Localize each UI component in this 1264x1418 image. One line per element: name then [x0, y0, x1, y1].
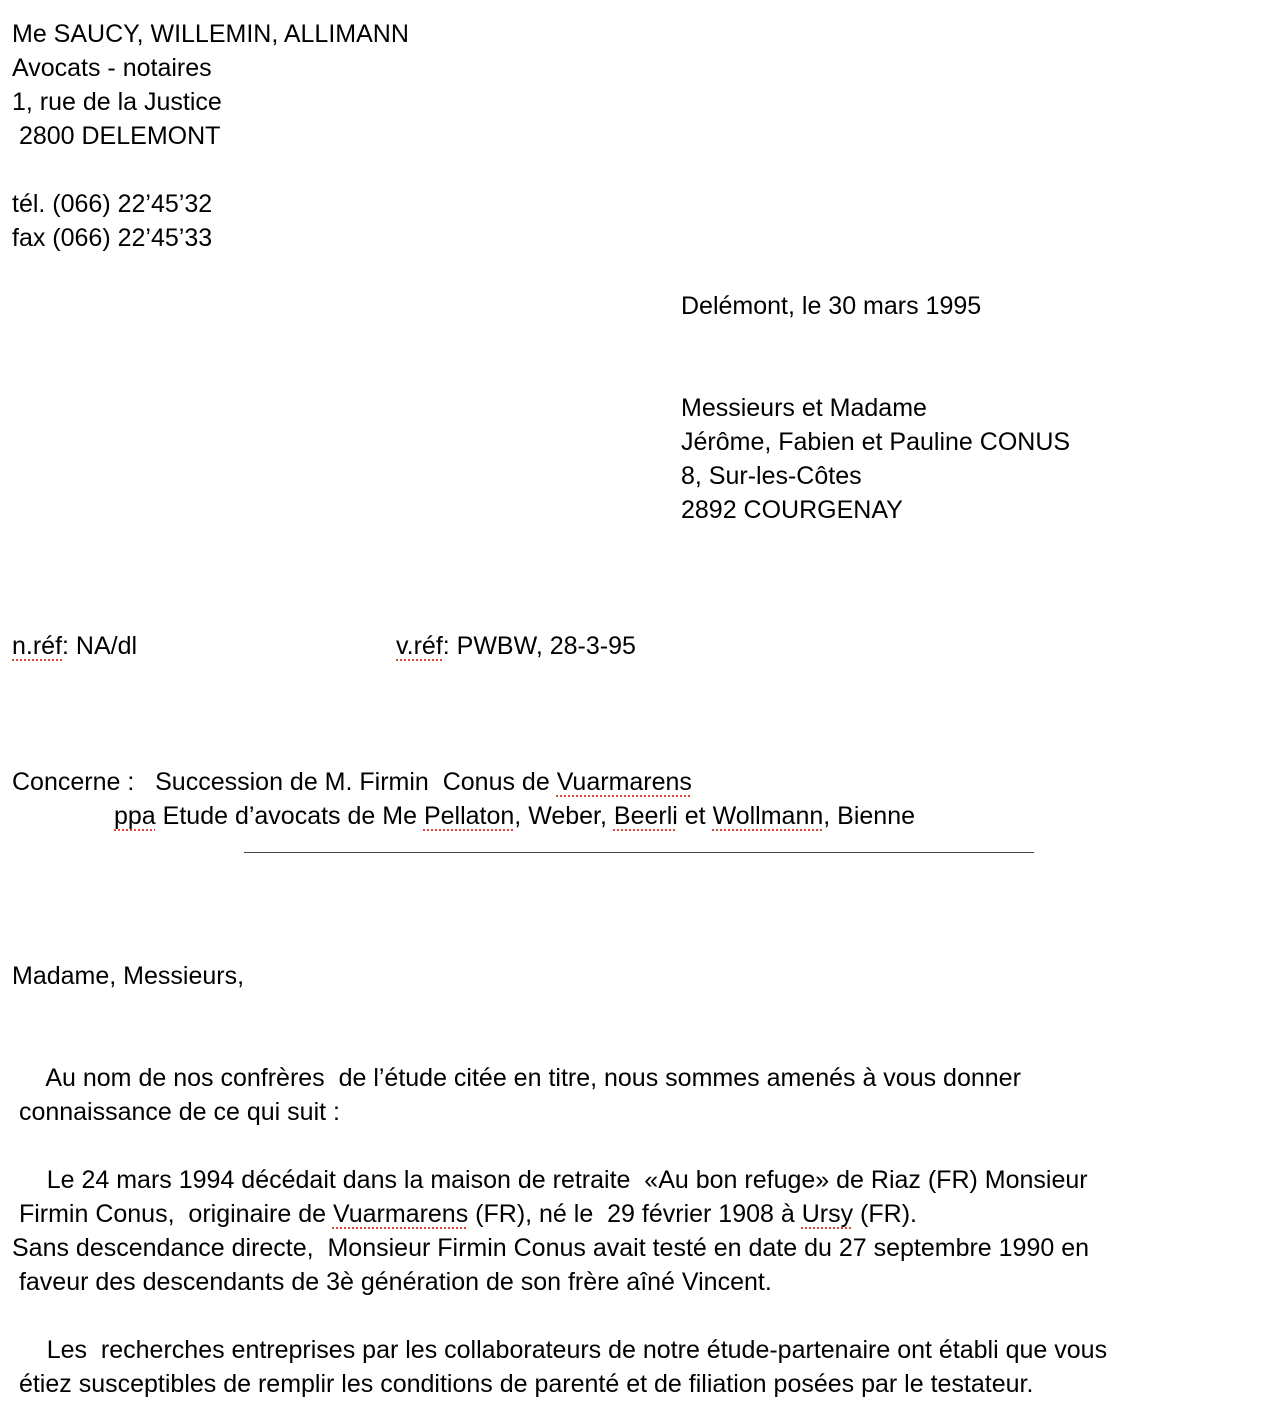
body-p2-line1: Le 24 mars 1994 décédait dans la maison de retraite «Au bon refuge» de Riaz (FR) Monsieur — [12, 1166, 1088, 1194]
your-reference-value: : PWBW, 28-3-95 — [442, 632, 636, 660]
subject-ppa: ppa — [114, 802, 156, 830]
recipient-city: 2892 COURGENAY — [681, 496, 903, 524]
body-p1-line2: connaissance de ce qui suit : — [12, 1098, 340, 1126]
body-p2-line3: Sans descendance directe, Monsieur Firmin Conus avait testé en date du 27 septembre 1990 en — [12, 1234, 1090, 1262]
your-reference — [396, 629, 636, 663]
subject-underline-rule — [244, 852, 1034, 853]
letter-date: Delémont, le 30 mars 1995 — [681, 292, 982, 320]
sender-firm: Me SAUCY, WILLEMIN, ALLIMANN — [12, 20, 409, 48]
our-reference — [12, 629, 137, 663]
sender-fax: fax (066) 22’45’33 — [12, 224, 213, 252]
body-place-ursy: Ursy — [801, 1200, 854, 1228]
subject-line — [12, 765, 692, 799]
subject-name-2: Beerli — [613, 802, 678, 830]
your-reference-label: v.réf — [396, 632, 443, 660]
subject-line-2 — [114, 799, 915, 833]
subject-text-4: , Bienne — [823, 802, 916, 830]
our-reference-label: n.réf — [12, 632, 63, 660]
sender-street: 1, rue de la Justice — [12, 88, 222, 116]
sender-tel: tél. (066) 22’45’32 — [12, 190, 213, 218]
sender-title: Avocats - notaires — [12, 54, 212, 82]
subject-text-3: et — [677, 802, 713, 830]
subject-text-1: Etude d’avocats de Me — [155, 802, 424, 830]
recipient-names: Jérôme, Fabien et Pauline CONUS — [681, 428, 1071, 456]
body-place-vuarmarens: Vuarmarens — [332, 1200, 469, 1228]
sender-city: 2800 DELEMONT — [12, 122, 221, 150]
subject-name-3: Wollmann — [712, 802, 824, 830]
body-p1-line1: Au nom de nos confrères de l’étude citée en titre, nous sommes amenés à vous donner — [12, 1064, 1021, 1092]
body-p3-line1: Les recherches entreprises par les collaborateurs de notre étude-partenaire ont établi que vous — [12, 1336, 1108, 1364]
body-p2-line2-c: (FR). — [853, 1200, 917, 1228]
body-p2-line2 — [12, 1197, 917, 1231]
greeting: Madame, Messieurs, — [12, 962, 245, 990]
recipient-street: 8, Sur-les-Côtes — [681, 462, 862, 490]
subject-place: Vuarmarens — [556, 768, 692, 796]
our-reference-value: : NA/dl — [62, 632, 138, 660]
body-p3-line2: étiez susceptibles de remplir les conditions de parenté et de filiation posées par le testateur. — [12, 1370, 1034, 1398]
subject-text-2: , Weber, — [514, 802, 614, 830]
subject-prefix: Concerne : Succession de M. Firmin Conus de — [12, 768, 557, 796]
body-p2-line2-a: Firmin Conus, originaire de — [12, 1200, 333, 1228]
subject-name-1: Pellaton — [423, 802, 515, 830]
recipient-salutation-line: Messieurs et Madame — [681, 394, 927, 422]
body-p2-line4: faveur des descendants de 3è génération de son frère aîné Vincent. — [12, 1268, 772, 1296]
body-p2-line2-b: (FR), né le 29 février 1908 à — [468, 1200, 802, 1228]
